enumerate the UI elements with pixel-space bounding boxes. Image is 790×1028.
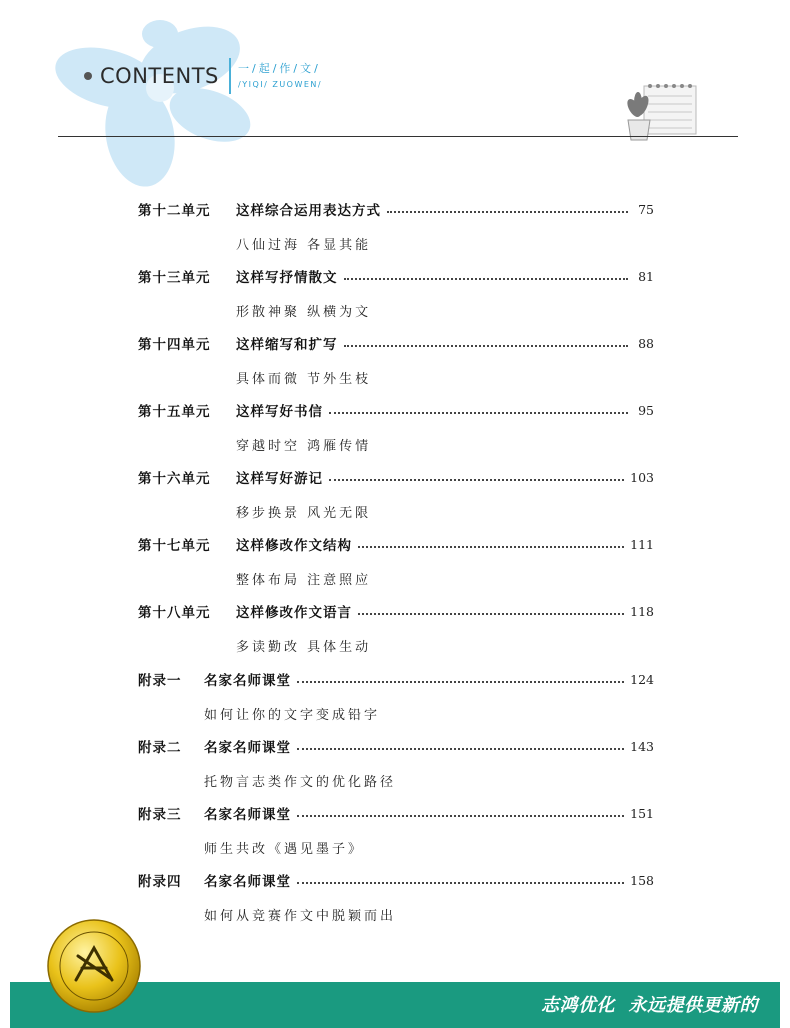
toc-entry-subtitle: 形散神聚 纵横为文 bbox=[236, 305, 372, 320]
toc-page-number: 111 bbox=[630, 536, 654, 552]
toc-leader-dots bbox=[297, 815, 624, 817]
toc-entry-title: 名家名师课堂 bbox=[204, 740, 291, 756]
toc-leader-dots bbox=[329, 412, 628, 414]
toc-entry-title: 这样综合运用表达方式 bbox=[236, 203, 381, 219]
toc-entry-title: 这样修改作文语言 bbox=[236, 605, 352, 621]
toc-entry-subtitle: 多读勤改 具体生动 bbox=[236, 640, 372, 655]
contents-title: CONTENTS bbox=[100, 64, 219, 88]
footer-slogan: 志鸿优化 永远提供更新的 bbox=[540, 995, 758, 1016]
toc-leader-dots bbox=[387, 211, 628, 213]
toc-entry[interactable] bbox=[138, 869, 654, 891]
toc-leader-dots bbox=[297, 681, 624, 683]
toc-entry-subtitle: 具体而微 节外生枝 bbox=[236, 372, 372, 387]
toc-entry[interactable] bbox=[138, 399, 654, 421]
toc-entry-title: 这样缩写和扩写 bbox=[236, 337, 338, 353]
toc-entry[interactable] bbox=[138, 668, 654, 690]
header-subtitle-en: /YIQI/ ZUOWEN/ bbox=[238, 80, 323, 89]
toc-unit-label: 第十八单元 bbox=[138, 605, 211, 621]
toc-leader-dots bbox=[329, 479, 624, 481]
toc-unit-label: 第十三单元 bbox=[138, 270, 211, 286]
toc-unit-label: 第十四单元 bbox=[138, 337, 211, 353]
toc-page-number: 95 bbox=[638, 402, 654, 418]
toc-leader-dots bbox=[297, 748, 624, 750]
gold-seal-icon bbox=[46, 918, 142, 1014]
toc-entry[interactable] bbox=[138, 332, 654, 354]
toc-entry[interactable] bbox=[138, 466, 654, 488]
toc-leader-dots bbox=[297, 882, 624, 884]
toc-page-number: 118 bbox=[630, 603, 654, 619]
toc-entry-title: 名家名师课堂 bbox=[204, 874, 291, 890]
toc-unit-label: 第十六单元 bbox=[138, 471, 211, 487]
toc-entry-title: 这样写好书信 bbox=[236, 404, 323, 420]
toc-leader-dots bbox=[344, 278, 629, 280]
toc-unit-label: 第十七单元 bbox=[138, 538, 211, 554]
toc-entry[interactable] bbox=[138, 735, 654, 757]
toc-entry-subtitle: 如何让你的文字变成铅字 bbox=[204, 708, 381, 723]
toc-entry-subtitle: 穿越时空 鸿雁传情 bbox=[236, 439, 372, 454]
toc-entry-subtitle: 师生共改《遇见墨子》 bbox=[204, 842, 365, 857]
toc-unit-label: 附录三 bbox=[138, 807, 182, 823]
toc-page-number: 75 bbox=[638, 201, 654, 217]
toc-entry-subtitle: 整体布局 注意照应 bbox=[236, 573, 372, 588]
toc-entry[interactable] bbox=[138, 600, 654, 622]
toc-leader-dots bbox=[358, 613, 624, 615]
toc-entry-title: 这样写好游记 bbox=[236, 471, 323, 487]
toc-unit-label: 附录一 bbox=[138, 673, 182, 689]
toc-unit-label: 第十五单元 bbox=[138, 404, 211, 420]
toc-entry[interactable] bbox=[138, 198, 654, 220]
toc-page-number: 103 bbox=[630, 469, 654, 485]
toc-entry-subtitle: 八仙过海 各显其能 bbox=[236, 238, 372, 253]
toc-entry[interactable] bbox=[138, 802, 654, 824]
header-subtitle-cn: 一/起/作/文/ bbox=[238, 62, 321, 75]
toc-entry-title: 名家名师课堂 bbox=[204, 807, 291, 823]
toc-entry-title: 这样修改作文结构 bbox=[236, 538, 352, 554]
toc-page-number: 151 bbox=[630, 805, 654, 821]
toc-page-number: 158 bbox=[630, 872, 654, 888]
toc-page-number: 124 bbox=[630, 671, 654, 687]
toc-entry[interactable] bbox=[138, 533, 654, 555]
toc-entry-subtitle: 如何从竞赛作文中脱颖而出 bbox=[204, 909, 397, 924]
toc-entry-subtitle: 移步换景 风光无限 bbox=[236, 506, 372, 521]
toc-entry[interactable] bbox=[138, 265, 654, 287]
toc-leader-dots bbox=[344, 345, 629, 347]
toc-page-number: 81 bbox=[638, 268, 654, 284]
toc-unit-label: 第十二单元 bbox=[138, 203, 211, 219]
toc-page-number: 88 bbox=[638, 335, 654, 351]
toc-entry-subtitle: 托物言志类作文的优化路径 bbox=[204, 775, 397, 790]
toc-entry-title: 这样写抒情散文 bbox=[236, 270, 338, 286]
toc-entry-title: 名家名师课堂 bbox=[204, 673, 291, 689]
toc-unit-label: 附录四 bbox=[138, 874, 182, 890]
toc-unit-label: 附录二 bbox=[138, 740, 182, 756]
toc-page-number: 143 bbox=[630, 738, 654, 754]
toc-leader-dots bbox=[358, 546, 624, 548]
